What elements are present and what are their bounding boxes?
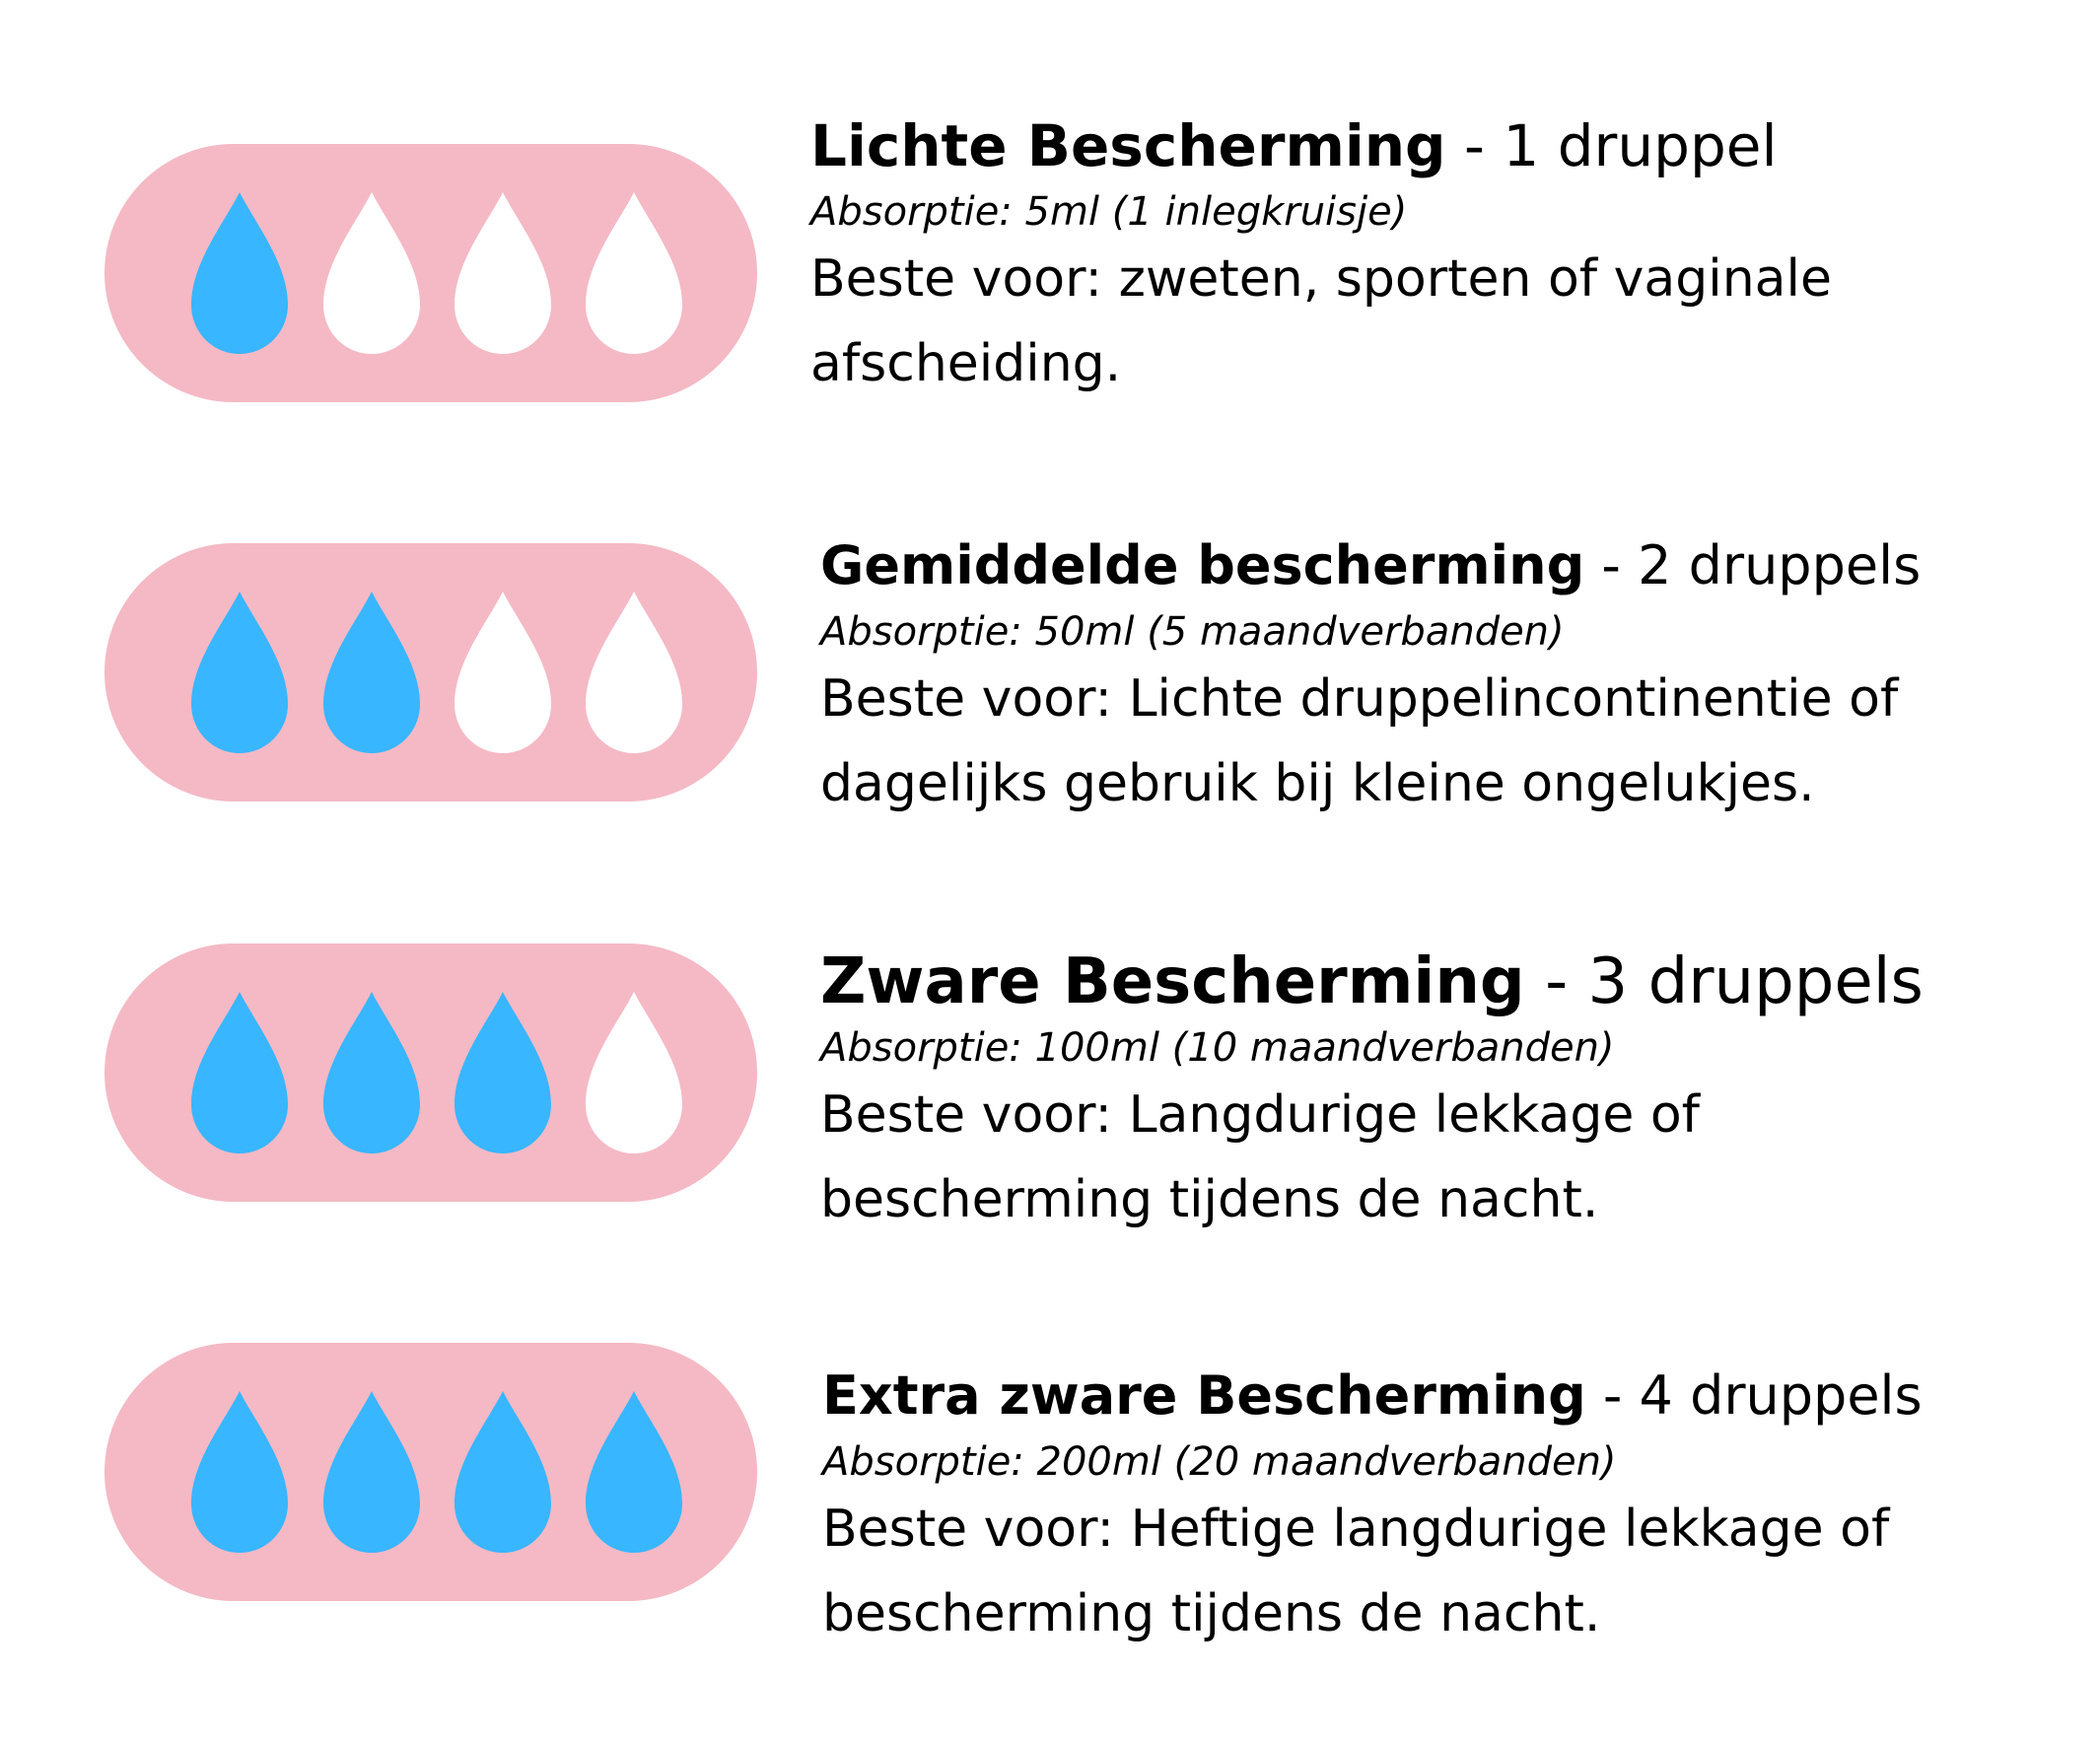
level-title-drops: - 1 druppel [1445, 112, 1778, 179]
level-title-drops: - 2 druppels [1584, 534, 1922, 596]
empty-drop-icon [449, 188, 557, 358]
level-absorption: Absorptie: 50ml (5 maandverbanden) [820, 609, 1565, 655]
protection-level-2-text [820, 530, 1934, 826]
protection-level-1-text [810, 110, 1855, 406]
level-absorption: Absorptie: 200ml (20 maandverbanden) [822, 1439, 1617, 1485]
protection-level-4-text [822, 1361, 1936, 1656]
filled-drop-icon [185, 188, 294, 358]
level-title-bold: Extra zware Bescherming [822, 1364, 1586, 1427]
level-absorption: Absorptie: 5ml (1 inlegkruisje) [810, 189, 1408, 235]
empty-drop-icon [317, 188, 426, 358]
level-title-drops: - 3 druppels [1524, 945, 1924, 1018]
drop-rating-pill [105, 1343, 757, 1601]
level-title-bold: Lichte Bescherming [810, 112, 1446, 179]
filled-drop-icon [185, 1387, 294, 1557]
filled-drop-icon [185, 588, 294, 757]
protection-level-3-text [820, 946, 1924, 1242]
drop-rating-pill [105, 543, 757, 802]
drop-rating-pill [105, 144, 757, 402]
level-title [822, 1361, 1936, 1431]
filled-drop-icon [317, 588, 426, 757]
empty-drop-icon [449, 588, 557, 757]
filled-drop-icon [317, 1387, 426, 1557]
level-best-for: Beste voor: Lichte druppelincontinentie of dagelijks gebruik bij kleine ongelukjes. [820, 669, 1899, 813]
level-title-bold: Zware Bescherming [820, 945, 1525, 1018]
level-title [820, 946, 1924, 1017]
empty-drop-icon [580, 588, 688, 757]
level-absorption: Absorptie: 100ml (10 maandverbanden) [820, 1025, 1615, 1071]
filled-drop-icon [580, 1387, 688, 1557]
level-title-drops: - 4 druppels [1585, 1364, 1923, 1427]
level-title-bold: Gemiddelde bescherming [820, 534, 1585, 596]
empty-drop-icon [580, 988, 688, 1157]
empty-drop-icon [580, 188, 688, 358]
level-best-for: Beste voor: Heftige langdurige lekkage of bescherming tijdens de nacht. [822, 1500, 1890, 1643]
level-best-for: Beste voor: Langdurige lekkage of bescherming tijdens de nacht. [820, 1085, 1700, 1229]
filled-drop-icon [185, 988, 294, 1157]
drop-rating-pill [105, 943, 757, 1202]
filled-drop-icon [317, 988, 426, 1157]
level-best-for: Beste voor: zweten, sporten of vaginale afscheiding. [810, 249, 1832, 393]
level-title [810, 110, 1855, 181]
level-title [820, 530, 1934, 601]
filled-drop-icon [449, 1387, 557, 1557]
filled-drop-icon [449, 988, 557, 1157]
